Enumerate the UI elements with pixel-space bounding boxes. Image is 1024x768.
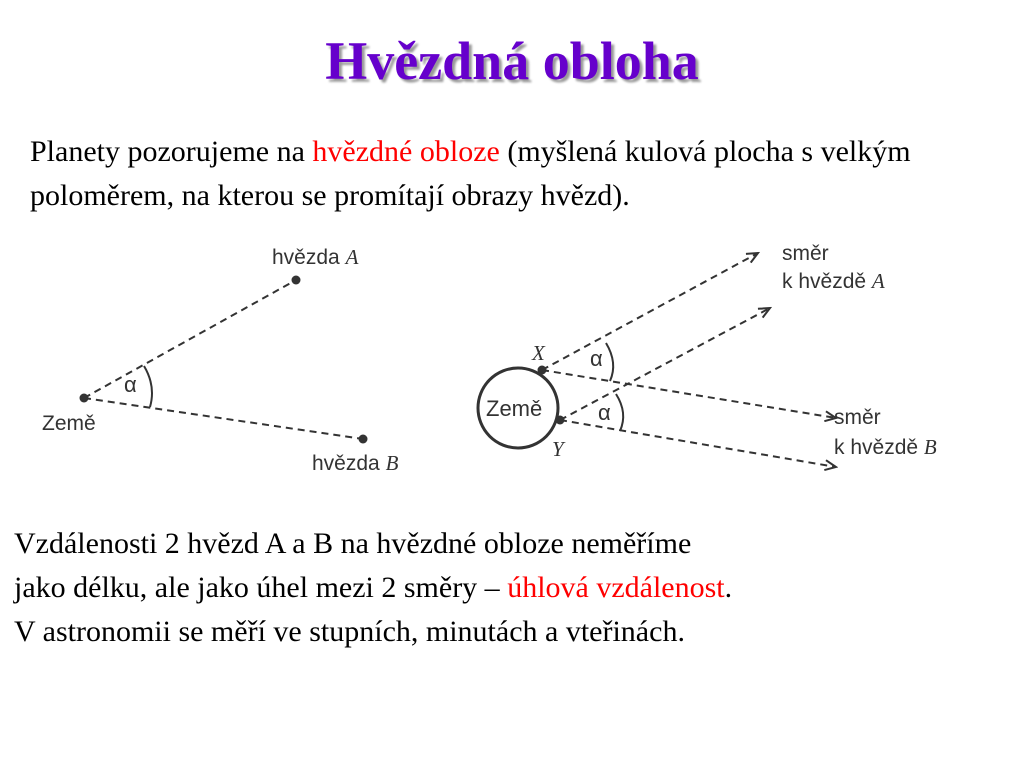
closing-line-2-end: .	[724, 571, 733, 604]
dir-a-words: k hvězdě	[782, 270, 867, 293]
point-y-label: Y	[552, 437, 564, 461]
star-a-label	[272, 245, 359, 269]
earth-label-right: Země	[486, 396, 543, 421]
earth-dot	[80, 394, 89, 403]
dir-b-line2	[834, 435, 937, 459]
point-y-dot	[556, 416, 565, 425]
angle-arc-y	[616, 394, 623, 431]
dir-b-letter: B	[923, 435, 937, 459]
point-x-dot	[538, 366, 547, 375]
closing-line-3: V astronomii se měří ve stupních, minutách a vteřinách.	[14, 615, 685, 648]
earth-label-left: Země	[42, 412, 96, 435]
angle-alpha-left: α	[124, 372, 137, 397]
closing-line-2-text: jako délku, ale jako úhel mezi 2 směry –	[14, 571, 508, 604]
star-b-word: hvězda	[312, 452, 380, 475]
right-diagram	[478, 242, 937, 467]
angle-alpha-x: α	[590, 346, 603, 371]
dir-b-line1: směr	[834, 406, 881, 429]
dir-a-letter: A	[871, 269, 885, 293]
closing-line-1: Vzdálenosti 2 hvězd A a B na hvězdné obloze neměříme	[14, 527, 692, 560]
star-a-dot	[292, 276, 301, 285]
intro-paragraph	[30, 130, 990, 218]
y-to-star-b-arrow	[560, 420, 836, 467]
star-angle-diagram	[0, 230, 1024, 500]
line-to-star-a	[84, 280, 296, 398]
line-to-star-b	[84, 398, 363, 439]
angle-arc-x	[606, 343, 613, 381]
closing-highlight: úhlová vzdálenost	[507, 571, 725, 604]
star-a-letter: A	[345, 245, 359, 269]
dir-b-words: k hvězdě	[834, 436, 919, 459]
x-to-star-a-arrow	[542, 253, 758, 370]
dir-a-line1: směr	[782, 242, 829, 265]
star-b-letter: B	[385, 451, 399, 475]
star-b-label	[312, 451, 399, 475]
intro-text-end: (myšlená kulová plocha s velkým poloměrem, na kterou se promítají obrazy hvězd).	[30, 135, 911, 212]
closing-line-2	[14, 566, 1014, 610]
left-diagram	[42, 245, 399, 475]
page-title: Hvězdná obloha	[325, 31, 699, 91]
closing-paragraph	[14, 522, 1014, 654]
angle-arc-left	[144, 366, 152, 407]
intro-text-start: Planety pozorujeme na	[30, 135, 313, 168]
star-a-word: hvězda	[272, 246, 340, 269]
x-to-star-b-arrow	[542, 370, 836, 418]
intro-highlight: hvězdné obloze	[312, 135, 500, 168]
star-b-dot	[359, 435, 368, 444]
dir-a-line2	[782, 269, 885, 293]
point-x-label: X	[532, 341, 545, 365]
angle-alpha-y: α	[598, 400, 611, 425]
